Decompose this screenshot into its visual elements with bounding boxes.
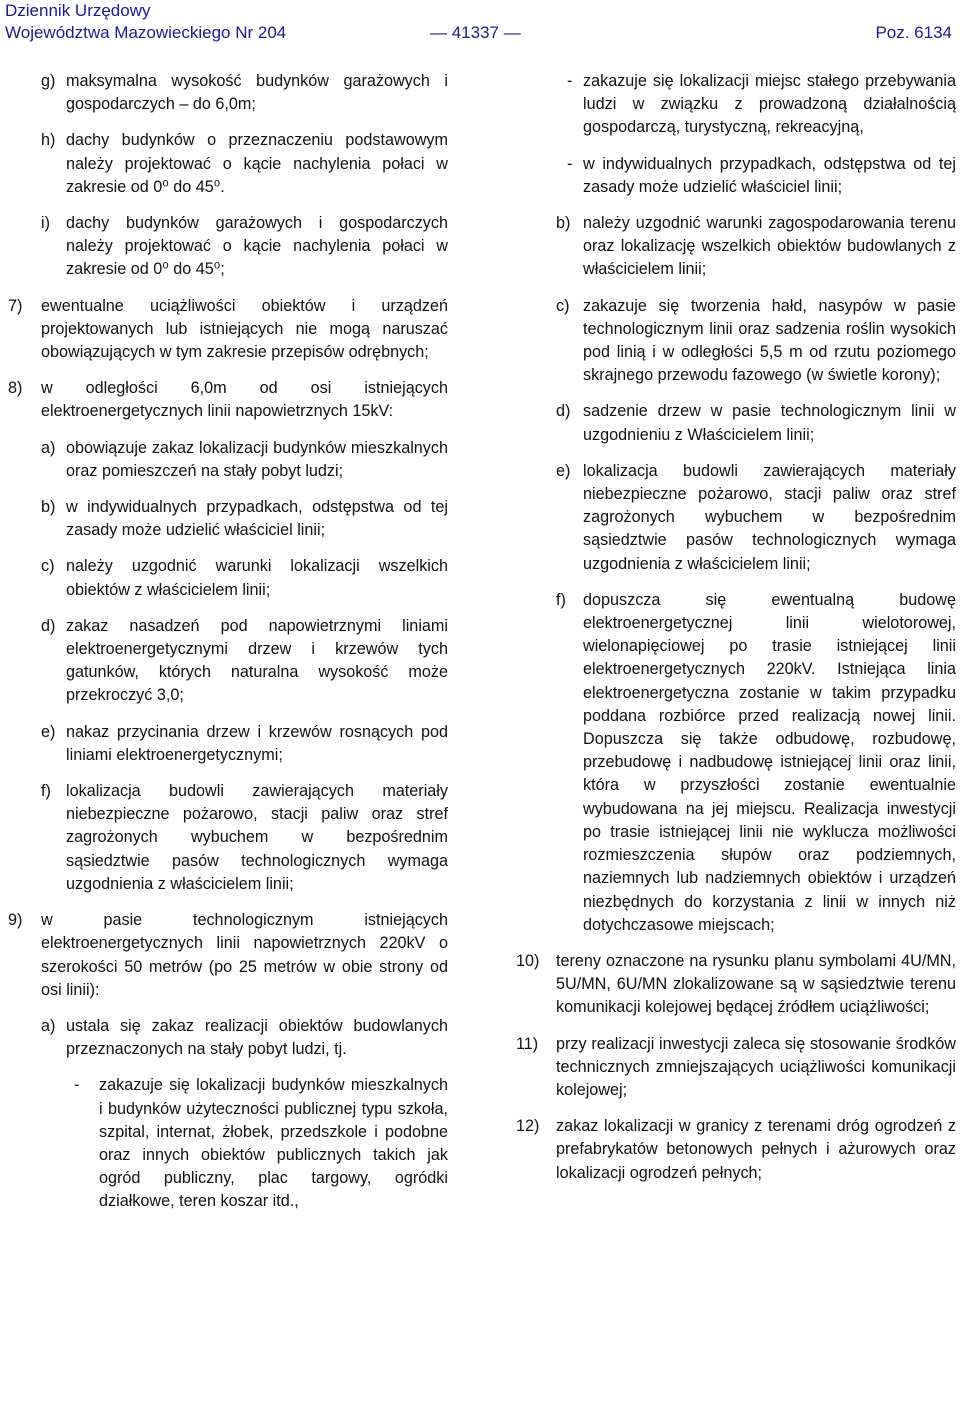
list-item-label: a): [41, 438, 56, 457]
journal-issue: Województwa Mazowieckiego Nr 204: [5, 23, 287, 42]
position-number: Poz. 6134: [875, 23, 952, 42]
list-item: [516, 950, 956, 1020]
list-item-label: g): [41, 72, 56, 90]
list-item: [516, 589, 956, 937]
list-item: [8, 496, 448, 542]
list-item: [8, 780, 448, 896]
list-item-label: b): [556, 214, 571, 233]
list-item-text: ewentualne uciążliwości obiektów i urządzeń projektowanych lub istniejących nie mogą naruszać obowiązujących w tym zakresie przepisów odrębnych;: [41, 296, 448, 362]
page-number: — 41337 —: [430, 23, 521, 42]
list-item-label: 10): [516, 951, 540, 970]
list-item-label: d): [556, 402, 571, 421]
list-item-label: 12): [516, 1117, 540, 1136]
list-item-label: e): [556, 461, 571, 480]
list-item-label: h): [41, 131, 56, 150]
list-item-label: -: [567, 154, 573, 173]
list-item-label: 8): [8, 379, 23, 398]
list-item-label: i): [41, 214, 50, 233]
list-item: [8, 437, 448, 483]
list-item: [516, 295, 956, 388]
list-item: [8, 1074, 448, 1213]
list-item-label: d): [41, 616, 56, 635]
list-item-label: a): [41, 1016, 56, 1035]
list-item: [516, 400, 956, 446]
list-item-text: obowiązuje zakaz lokalizacji budynków mieszkalnych oraz pomieszczeń na stały pobyt ludzi;: [66, 438, 448, 480]
list-item-text: w indywidualnych przypadkach, odstępstwa od tej zasady może udzielić właściciel linii;: [583, 154, 956, 196]
list-item-label: f): [556, 590, 566, 609]
list-item-text: dachy budynków o przeznaczeniu podstawowym należy projektować o kącie nachylenia połaci w zakresie od 0⁰ do 45⁰.: [66, 131, 448, 196]
list-item-text: w odległości 6,0m od osi istniejących elektroenergetycznych linii napowietrznych 15kV:: [41, 379, 448, 421]
list-item-text: w indywidualnych przypadkach, odstępstwa od tej zasady może udzielić właściciel linii;: [66, 498, 448, 540]
list-item-text: maksymalna wysokość budynków garażowych i gospodarczych – do 6,0m;: [66, 72, 448, 114]
list-item-text: sadzenie drzew w pasie technologicznym linii w uzgodnieniu z Właścicielem linii;: [583, 402, 956, 444]
list-item: [8, 212, 448, 282]
list-item-text: należy uzgodnić warunki lokalizacji wszelkich obiektów z właścicielem linii;: [66, 557, 448, 599]
list-item-label: c): [41, 557, 55, 576]
list-item: [8, 377, 448, 423]
journal-header: [5, 0, 286, 44]
list-item-text: lokalizacja budowli zawierających materiały niebezpieczne pożarowo, stacji paliw oraz stref zagrożonych wybuchem w bezpośrednim sąsiedztwie pasów technologicznych wymaga uzgodnienia z właścicielem linii;: [583, 461, 956, 573]
list-item-text: dopuszcza się ewentualną budowę elektroenergetycznej linii wielotorowej, wielonapięciowej po trasie istniejącej linii elektroenergetycznych 220kV. Istniejąca linia elektroenergetyczna zostanie w takim przypadku poddana rozbiórce przed realizacją nowej linii. Dopuszcza się także odbudowę, rozbudowę, przebudowę i nadbudowę istniejącej linii oraz linii, która w przyszłości zostanie ewentualnie wybudowana na jej miejscu. Realizacja inwestycji po trasie istniejącej linii nie wyklucza możliwości rozmieszczenia słupów oraz podziemnych, naziemnych lub nadziemnych obiektów i urządzeń niezbędnych do korzystania z linii w innych niż dotychczasowe miejscach;: [583, 590, 956, 934]
list-item: [8, 70, 448, 116]
list-item-text: nakaz przycinania drzew i krzewów rosnących pod liniami elektroenergetycznymi;: [66, 722, 448, 764]
list-item: [8, 1015, 448, 1061]
list-item-text: zakazuje się lokalizacji miejsc stałego przebywania ludzi w związku z prowadzoną działalnością gospodarczą, turystyczną, rekreacyjną,: [583, 72, 956, 137]
list-item-label: e): [41, 722, 56, 741]
list-item-text: zakaz nasadzeń pod napowietrznymi liniami elektroenergetycznymi drzew i krzewów tych gatunków, których naturalna wysokość może przekroczyć 3,0;: [66, 616, 448, 705]
journal-title: Dziennik Urzędowy: [5, 1, 151, 20]
left-column: [8, 70, 448, 1227]
list-item-label: 9): [8, 911, 23, 930]
list-item-text: przy realizacji inwestycji zaleca się stosowanie środków technicznych zmniejszających uciążliwości komunikacji kolejowej;: [556, 1034, 956, 1099]
list-item: [8, 721, 448, 767]
list-item: [8, 615, 448, 708]
list-item-text: zakazuje się lokalizacji budynków mieszkalnych i budynków użyteczności publicznej typu szkoła, szpital, internat, żłobek, przedszkole i podobne oraz innych obiektów publicznych takich jak ogród publiczny, plac targowy, ogródki działkowe, teren koszar itd.,: [99, 1076, 448, 1211]
list-item: [516, 212, 956, 282]
list-item-text: ustala się zakaz realizacji obiektów budowlanych przeznaczonych na stały pobyt ludzi, tj.: [66, 1016, 448, 1059]
list-item-text: lokalizacja budowli zawierających materiały niebezpieczne pożarowo, stacji paliw oraz stref zagrożonych wybuchem w bezpośrednim sąsiedztwie pasów technologicznych wymaga uzgodnienia z właścicielem linii;: [66, 782, 448, 893]
list-item: [8, 129, 448, 199]
right-column: [516, 70, 956, 1198]
list-item-text: zakaz lokalizacji w granicy z terenami dróg ogrodzeń z prefabrykatów betonowych pełnych i ażurowych oraz lokalizacji ogrodzeń pełnych;: [556, 1117, 956, 1182]
list-item-label: b): [41, 498, 56, 517]
list-item: [516, 1033, 956, 1103]
list-item-text: należy uzgodnić warunki zagospodarowania terenu oraz lokalizację wszelkich obiektów budowlanych z właścicielem linii;: [583, 214, 956, 279]
list-item-text: w pasie technologicznym istniejących elektroenergetycznych linii napowietrznych 220kV o szerokości 50 metrów (po 25 metrów w obie strony od osi linii):: [41, 911, 448, 999]
list-item-label: -: [567, 72, 573, 90]
list-item-text: dachy budynków garażowych i gospodarczych należy projektować o kącie nachylenia połaci w zakresie od 0⁰ do 45⁰;: [66, 214, 448, 279]
list-item: [516, 460, 956, 576]
list-item-text: tereny oznaczone na rysunku planu symbolami 4U/MN, 5U/MN, 6U/MN zlokalizowane są w sąsiedztwie terenu komunikacji kolejowej będącej źródłem uciążliwości;: [556, 951, 956, 1017]
list-item-text: zakazuje się tworzenia hałd, nasypów w pasie technologicznym linii oraz sadzenia roślin wysokich pod linią i w odległości 5,5 m od rzutu poziomego skrajnego przewodu fazowego (w świetle korony);: [583, 296, 956, 385]
list-item-label: c): [556, 296, 570, 315]
list-item-label: 7): [8, 296, 23, 315]
list-item: [8, 555, 448, 601]
list-item-label: 11): [516, 1034, 539, 1053]
list-item: [8, 295, 448, 365]
list-item-label: f): [41, 782, 51, 801]
list-item-label: -: [74, 1076, 80, 1095]
list-item: [516, 153, 956, 199]
list-item: [516, 70, 956, 140]
list-item: [516, 1115, 956, 1185]
list-item: [8, 909, 448, 1002]
